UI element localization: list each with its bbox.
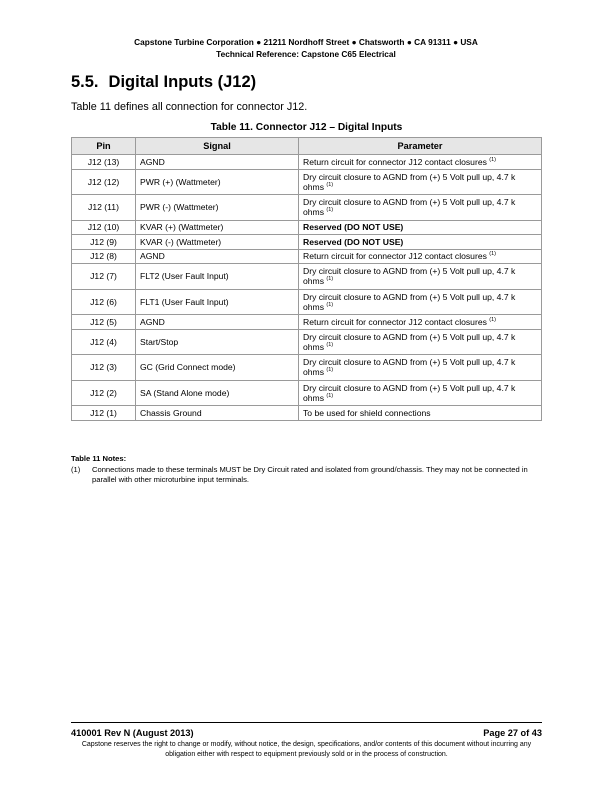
footnote-ref: (1) xyxy=(326,301,334,308)
pin-cell xyxy=(72,406,136,421)
parameter-value: Dry circuit closure to AGND from (+) 5 Volt pull up, 4.7 k ohms xyxy=(303,266,516,287)
footer-page-number: Page 27 of 43 xyxy=(483,728,542,738)
parameter-value: Dry circuit closure to AGND from (+) 5 Volt pull up, 4.7 k ohms xyxy=(303,357,516,378)
table-caption: Table 11. Connector J12 – Digital Inputs xyxy=(210,122,403,133)
parameter-cell xyxy=(299,289,542,315)
pin-cell xyxy=(72,380,136,406)
pin-value: J12 (11) xyxy=(88,202,119,213)
header-signal: Signal xyxy=(136,138,299,155)
table-row xyxy=(72,315,542,330)
pin-cell xyxy=(72,315,136,330)
footnote-ref: (1) xyxy=(489,251,497,258)
table-row xyxy=(72,235,542,250)
pin-value: J12 (6) xyxy=(90,296,117,307)
note-text: Connections made to these terminals MUST be Dry Circuit rated and isolated from ground/chassis. They may not be connected in parallel with other microturbine input terminals. xyxy=(92,465,528,484)
table-row xyxy=(72,264,542,290)
table-row xyxy=(72,355,542,381)
parameter-value: Dry circuit closure to AGND from (+) 5 Volt pull up, 4.7 k ohms xyxy=(303,331,516,352)
table-row xyxy=(72,169,542,195)
signal-cell xyxy=(136,329,299,355)
parameter-cell xyxy=(299,155,542,170)
signal-value: FLT1 (User Fault Input) xyxy=(140,296,229,307)
parameter-value: Reserved (DO NOT USE) xyxy=(303,222,404,233)
table-row xyxy=(72,329,542,355)
table-row xyxy=(72,380,542,406)
header-pin: Pin xyxy=(72,138,136,155)
parameter-cell xyxy=(299,380,542,406)
footer-divider xyxy=(71,722,542,723)
table-row xyxy=(72,289,542,315)
pin-value: J12 (4) xyxy=(90,336,117,347)
signal-cell xyxy=(136,155,299,170)
signal-cell xyxy=(136,406,299,421)
parameter-value: Dry circuit closure to AGND from (+) 5 Volt pull up, 4.7 k ohms xyxy=(303,171,516,192)
section-number: 5.5. xyxy=(71,73,99,91)
footnote-ref: (1) xyxy=(326,341,334,348)
pin-value: J12 (2) xyxy=(90,387,117,398)
signal-cell xyxy=(136,169,299,195)
notes-title: Table 11 Notes: xyxy=(71,454,127,463)
pin-cell xyxy=(72,220,136,235)
parameter-value: Return circuit for connector J12 contact closures xyxy=(303,251,487,262)
table-row xyxy=(72,155,542,170)
signal-value: KVAR (+) (Wattmeter) xyxy=(140,222,224,233)
signal-value: Chassis Ground xyxy=(140,407,202,418)
parameter-cell xyxy=(299,169,542,195)
footer-doc-id: 410001 Rev N (August 2013) xyxy=(71,728,194,738)
pin-value: J12 (3) xyxy=(90,362,117,373)
pin-cell xyxy=(72,235,136,250)
signal-value: GC (Grid Connect mode) xyxy=(140,362,236,373)
signal-value: SA (Stand Alone mode) xyxy=(140,387,230,398)
signal-cell xyxy=(136,289,299,315)
parameter-value: Dry circuit closure to AGND from (+) 5 Volt pull up, 4.7 k ohms xyxy=(303,291,516,312)
connector-table xyxy=(71,137,542,421)
parameter-value: Dry circuit closure to AGND from (+) 5 Volt pull up, 4.7 k ohms xyxy=(303,197,516,218)
table-row xyxy=(72,249,542,264)
parameter-value: Return circuit for connector J12 contact closures xyxy=(303,316,487,327)
signal-value: PWR (-) (Wattmeter) xyxy=(140,202,219,213)
parameter-cell xyxy=(299,195,542,221)
table-row xyxy=(72,406,542,421)
pin-value: J12 (12) xyxy=(87,176,120,187)
footnote-ref: (1) xyxy=(489,156,497,163)
pin-cell xyxy=(72,249,136,264)
footnote-ref: (1) xyxy=(326,181,334,188)
signal-value: AGND xyxy=(140,251,165,262)
pin-cell xyxy=(72,289,136,315)
parameter-value: Return circuit for connector J12 contact closures xyxy=(303,156,487,167)
header-reference-line: Technical Reference: Capstone C65 Electrical xyxy=(216,48,396,59)
parameter-cell xyxy=(299,315,542,330)
intro-paragraph: Table 11 defines all connection for connector J12. xyxy=(71,101,308,113)
pin-value: J12 (1) xyxy=(90,407,117,418)
table-row xyxy=(72,220,542,235)
footer-disclaimer: Capstone reserves the right to change or modify, without notice, the design, specifications, and/or contents of this document without incurring any obligation either with respect to equipment previously sold or in the process of construction. xyxy=(81,741,532,758)
parameter-value: Reserved (DO NOT USE) xyxy=(303,236,404,247)
parameter-cell xyxy=(299,220,542,235)
pin-value: J12 (10) xyxy=(87,222,120,233)
parameter-value: To be used for shield connections xyxy=(303,407,431,418)
parameter-cell xyxy=(299,249,542,264)
header-parameter: Parameter xyxy=(299,138,542,155)
footnote-ref: (1) xyxy=(326,207,334,214)
parameter-cell xyxy=(299,355,542,381)
signal-cell xyxy=(136,249,299,264)
signal-cell xyxy=(136,380,299,406)
signal-value: Start/Stop xyxy=(140,336,179,347)
parameter-cell xyxy=(299,264,542,290)
pin-value: J12 (9) xyxy=(90,236,117,247)
pin-cell xyxy=(72,195,136,221)
parameter-cell xyxy=(299,235,542,250)
pin-value: J12 (5) xyxy=(90,316,117,327)
signal-cell xyxy=(136,220,299,235)
pin-value: J12 (7) xyxy=(90,271,117,282)
note-item xyxy=(71,465,542,485)
footnote-ref: (1) xyxy=(326,276,334,283)
footnote-ref: (1) xyxy=(326,392,334,399)
signal-value: KVAR (-) (Wattmeter) xyxy=(140,236,222,247)
signal-value: AGND xyxy=(140,316,165,327)
pin-cell xyxy=(72,329,136,355)
pin-cell xyxy=(72,169,136,195)
table-header-row xyxy=(72,138,542,155)
table-row xyxy=(72,195,542,221)
section-title: Digital Inputs (J12) xyxy=(108,73,257,91)
signal-value: FLT2 (User Fault Input) xyxy=(140,271,229,282)
parameter-cell xyxy=(299,406,542,421)
signal-cell xyxy=(136,195,299,221)
parameter-cell xyxy=(299,329,542,355)
section-heading xyxy=(71,73,256,92)
pin-cell xyxy=(72,155,136,170)
note-marker: (1) xyxy=(71,465,81,474)
pin-value: J12 (8) xyxy=(90,251,117,262)
signal-cell xyxy=(136,235,299,250)
pin-cell xyxy=(72,355,136,381)
page-header xyxy=(0,37,612,60)
pin-value: J12 (13) xyxy=(87,156,120,167)
signal-value: AGND xyxy=(140,156,165,167)
footnote-ref: (1) xyxy=(489,316,497,323)
signal-cell xyxy=(136,315,299,330)
signal-cell xyxy=(136,264,299,290)
signal-value: PWR (+) (Wattmeter) xyxy=(140,176,221,187)
pin-cell xyxy=(72,264,136,290)
parameter-value: Dry circuit closure to AGND from (+) 5 Volt pull up, 4.7 k ohms xyxy=(303,382,516,403)
header-company-line: Capstone Turbine Corporation ● 21211 Nordhoff Street ● Chatsworth ● CA 91311 ● USA xyxy=(134,37,478,47)
footnote-ref: (1) xyxy=(326,367,334,374)
signal-cell xyxy=(136,355,299,381)
